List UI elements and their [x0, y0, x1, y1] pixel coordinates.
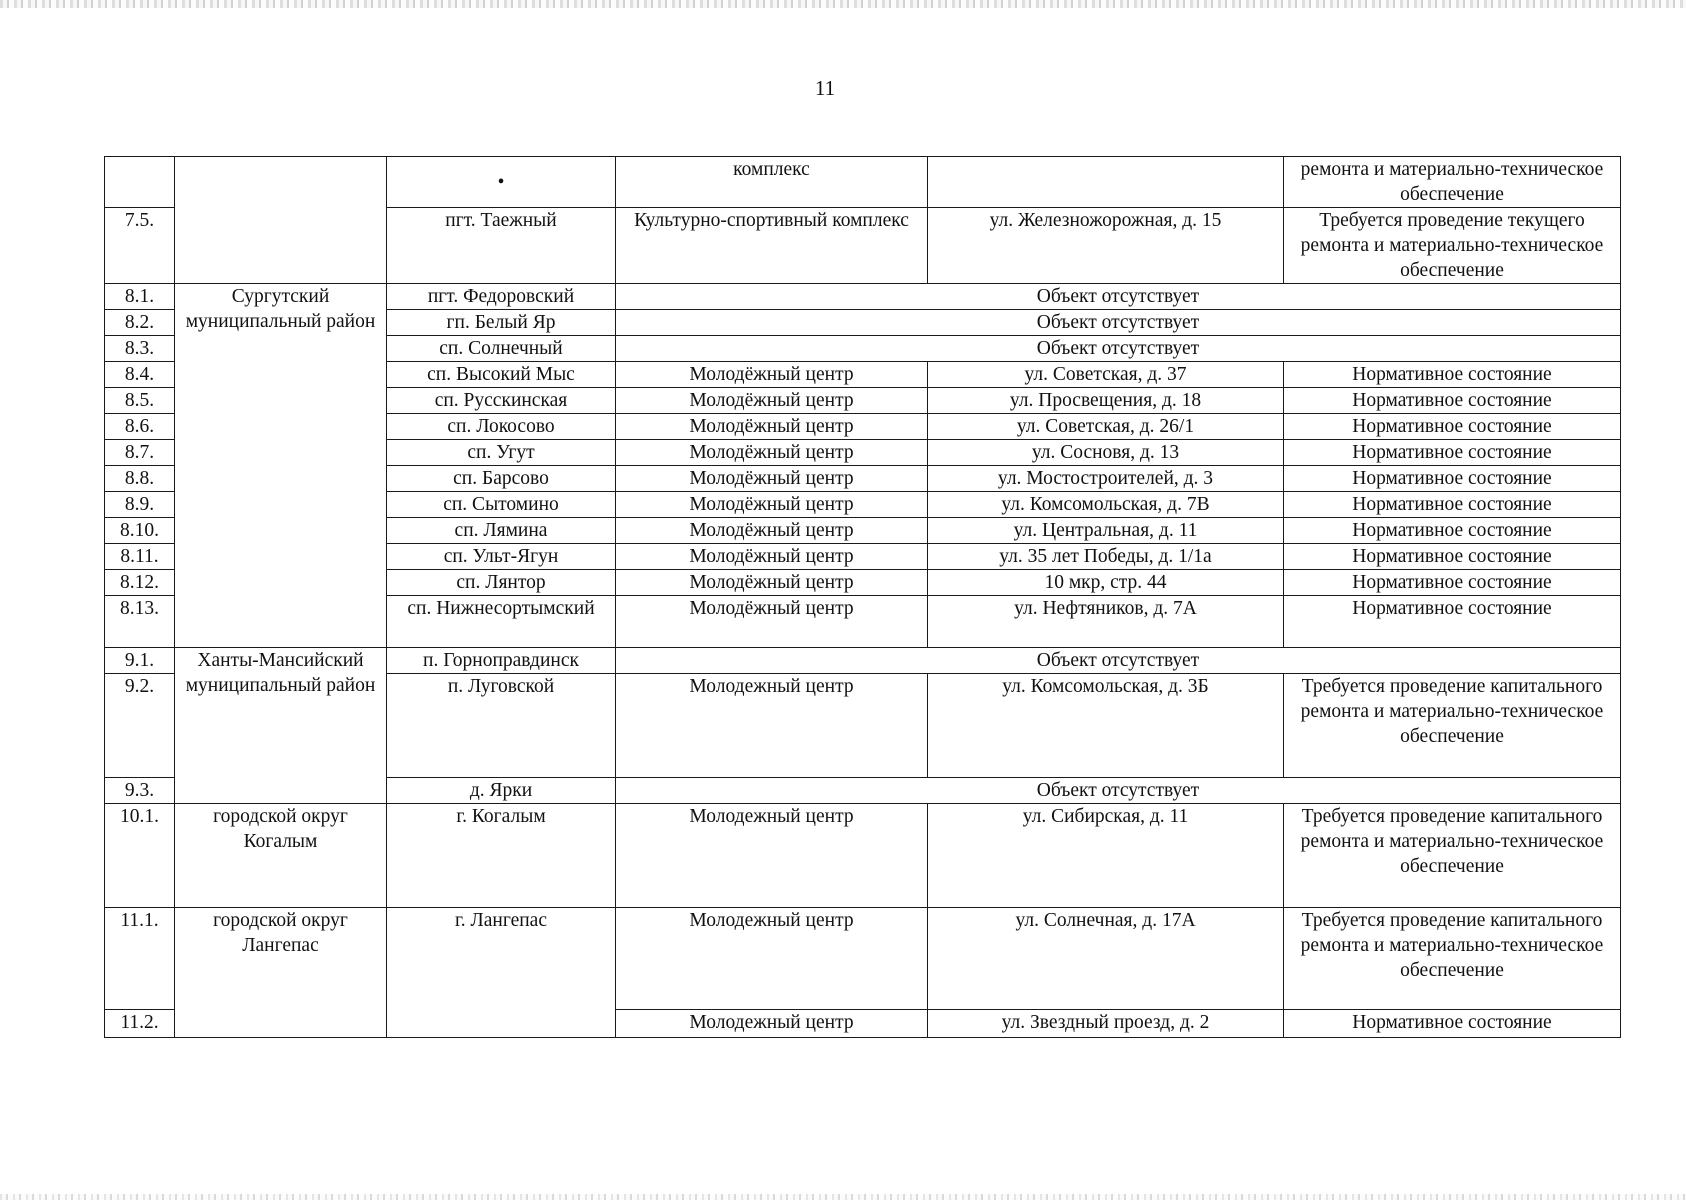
state-cell: Требуется проведение капитального ремонта и материально-техническое обеспечение [1284, 908, 1621, 1010]
state-cell: Нормативное состояние [1284, 570, 1621, 596]
state-cell: Нормативное состояние [1284, 518, 1621, 544]
page-number: 11 [814, 76, 836, 100]
address-cell: ул. Советская, д. 26/1 [928, 414, 1284, 440]
table-row [105, 284, 1621, 310]
district-cell: Ханты-Мансийский муниципальный район [175, 648, 387, 804]
objects-table [104, 156, 1621, 1038]
state-cell: Требуется проведение текущего ремонта и материально-техническое обеспечение [1284, 208, 1621, 284]
row-number: 8.4. [105, 362, 175, 388]
object-cell: Молодежный центр [616, 804, 928, 908]
state-cell: Нормативное состояние [1284, 1010, 1621, 1038]
row-number: 8.5. [105, 388, 175, 414]
settlement-cell: п. Горноправдинск [387, 648, 616, 674]
state-cell: Нормативное состояние [1284, 544, 1621, 570]
object-cell: Молодежный центр [616, 1010, 928, 1038]
state-cell: Нормативное состояние [1284, 492, 1621, 518]
object-cell: Молодёжный центр [616, 492, 928, 518]
district-cell [175, 157, 387, 284]
row-number [105, 157, 175, 208]
settlement-cell: сп. Нижнесортымский [387, 596, 616, 648]
address-cell: ул. Просвещения, д. 18 [928, 388, 1284, 414]
address-cell: ул. Комсомольская, д. 3Б [928, 674, 1284, 778]
district-cell: городской округ Когалым [175, 804, 387, 908]
settlement-cell: сп. Солнечный [387, 336, 616, 362]
absent-cell: Объект отсутствует [616, 336, 1621, 362]
absent-cell: Объект отсутствует [616, 284, 1621, 310]
state-cell: Нормативное состояние [1284, 414, 1621, 440]
table-row [105, 804, 1621, 908]
settlement-cell: • [387, 157, 616, 208]
row-number: 8.7. [105, 440, 175, 466]
address-cell [928, 157, 1284, 208]
settlement-cell: сп. Высокий Мыс [387, 362, 616, 388]
row-number: 10.1. [105, 804, 175, 908]
address-cell: ул. Солнечная, д. 17А [928, 908, 1284, 1010]
state-cell: Требуется проведение капитального ремонта и материально-техническое обеспечение [1284, 674, 1621, 778]
state-cell: Нормативное состояние [1284, 362, 1621, 388]
row-number: 9.3. [105, 778, 175, 804]
address-cell: ул. Сибирская, д. 11 [928, 804, 1284, 908]
row-number: 8.6. [105, 414, 175, 440]
row-number: 7.5. [105, 208, 175, 284]
settlement-cell: пгт. Таежный [387, 208, 616, 284]
state-cell: Нормативное состояние [1284, 440, 1621, 466]
settlement-cell: сп. Локосово [387, 414, 616, 440]
row-number: 8.2. [105, 310, 175, 336]
state-cell: ремонта и материально-техническое обеспечение [1284, 157, 1621, 208]
settlement-cell: г. Когалым [387, 804, 616, 908]
settlement-cell: сп. Барсово [387, 466, 616, 492]
absent-cell: Объект отсутствует [616, 778, 1621, 804]
address-cell: ул. Звездный проезд, д. 2 [928, 1010, 1284, 1038]
scan-edge-bottom [0, 1194, 1686, 1200]
row-number: 11.2. [105, 1010, 175, 1038]
table-row [105, 908, 1621, 1010]
settlement-cell: г. Лангепас [387, 908, 616, 1038]
row-number: 8.13. [105, 596, 175, 648]
address-cell: ул. Мостостроителей, д. 3 [928, 466, 1284, 492]
row-number: 8.1. [105, 284, 175, 310]
row-number: 8.12. [105, 570, 175, 596]
settlement-cell: сп. Ульт-Ягун [387, 544, 616, 570]
object-cell: Молодежный центр [616, 674, 928, 778]
object-cell: Молодёжный центр [616, 596, 928, 648]
object-cell: комплекс [616, 157, 928, 208]
state-cell: Нормативное состояние [1284, 596, 1621, 648]
row-number: 11.1. [105, 908, 175, 1010]
settlement-cell: гп. Белый Яр [387, 310, 616, 336]
object-cell: Молодёжный центр [616, 544, 928, 570]
address-cell: ул. Нефтяников, д. 7А [928, 596, 1284, 648]
settlement-cell: сп. Угут [387, 440, 616, 466]
settlement-cell: д. Ярки [387, 778, 616, 804]
object-cell: Молодежный центр [616, 908, 928, 1010]
address-cell: 10 мкр, стр. 44 [928, 570, 1284, 596]
row-number: 8.11. [105, 544, 175, 570]
absent-cell: Объект отсутствует [616, 310, 1621, 336]
row-number: 9.1. [105, 648, 175, 674]
object-cell: Молодёжный центр [616, 570, 928, 596]
table-row [105, 648, 1621, 674]
address-cell: ул. Сосновя, д. 13 [928, 440, 1284, 466]
row-number: 8.9. [105, 492, 175, 518]
row-number: 8.8. [105, 466, 175, 492]
state-cell: Нормативное состояние [1284, 388, 1621, 414]
row-number: 9.2. [105, 674, 175, 778]
object-cell: Культурно-спортивный комплекс [616, 208, 928, 284]
object-cell: Молодёжный центр [616, 362, 928, 388]
district-cell: городской округ Лангепас [175, 908, 387, 1038]
row-number: 8.3. [105, 336, 175, 362]
address-cell: ул. Центральная, д. 11 [928, 518, 1284, 544]
settlement-cell: сп. Лямина [387, 518, 616, 544]
object-cell: Молодёжный центр [616, 440, 928, 466]
address-cell: ул. Железножорожная, д. 15 [928, 208, 1284, 284]
object-cell: Молодёжный центр [616, 466, 928, 492]
state-cell: Нормативное состояние [1284, 466, 1621, 492]
state-cell: Требуется проведение капитального ремонта и материально-техническое обеспечение [1284, 804, 1621, 908]
table-row [105, 157, 1621, 208]
settlement-cell: п. Луговской [387, 674, 616, 778]
absent-cell: Объект отсутствует [616, 648, 1621, 674]
settlement-cell: сп. Сытомино [387, 492, 616, 518]
address-cell: ул. 35 лет Победы, д. 1/1а [928, 544, 1284, 570]
scan-edge-top [0, 0, 1686, 8]
object-cell: Молодёжный центр [616, 518, 928, 544]
settlement-cell: сп. Русскинская [387, 388, 616, 414]
settlement-cell: сп. Лянтор [387, 570, 616, 596]
address-cell: ул. Советская, д. 37 [928, 362, 1284, 388]
settlement-cell: пгт. Федоровский [387, 284, 616, 310]
row-number: 8.10. [105, 518, 175, 544]
object-cell: Молодёжный центр [616, 414, 928, 440]
district-cell: Сургутский муниципальный район [175, 284, 387, 648]
address-cell: ул. Комсомольская, д. 7В [928, 492, 1284, 518]
object-cell: Молодёжный центр [616, 388, 928, 414]
